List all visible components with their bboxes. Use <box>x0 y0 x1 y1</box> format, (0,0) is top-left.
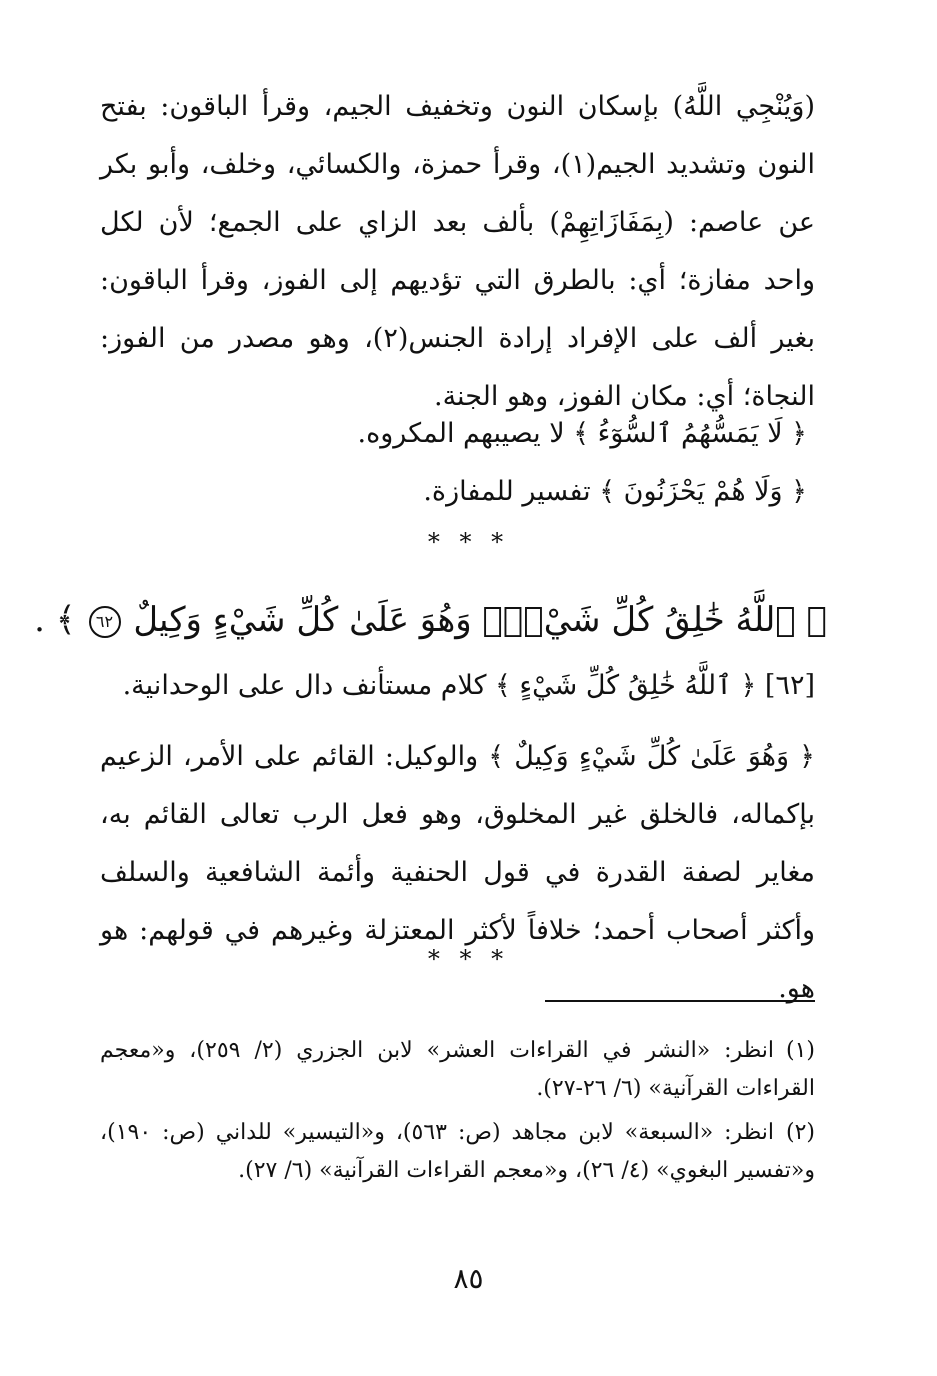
quran-gloss-line: ﴿ وَلَا هُمْ يَحْزَنُونَ ﴾ تفسير للمفازة. <box>423 476 807 507</box>
section-separator: * * * <box>427 945 510 973</box>
footnote <box>100 1032 815 1108</box>
commentary-paragraph: (وَيُنْجِي اللَّهُ) بإسكان النون وتخفيف الجيم، وقرأ الباقون: بفتح النون وتشديد الجيم(١)، وقرأ حمزة، والكسائي، وخلف، وأبو بكر عن عاصم: (بِمَفَازَاتِهِمْ) بألف بعد الزاي على الجمع؛ لأن لكل واحد مفازة؛ أي: بالطرق التي تؤديهم إلى الفوز، وقرأ الباقون: بغير ألف على الإفراد إرادة الجنس(٢)، وهو مصدر من الفوز: النجاة؛ أي: مكان الفوز، وهو الجنة. <box>100 91 816 412</box>
quran-gloss-line: ﴿ لَا يَمَسُّهُمُ ٱلسُّوٓءُ ﴾ لا يصيبهم المكروه. <box>357 418 807 449</box>
footnote-text: انظر: «النشر في القراءات العشر» لابن الجزري (٢/ ٢٥٩)، و«معجم القراءات القرآنية» (٦/ ٢٦-٢٧). <box>100 1038 815 1101</box>
quran-verse <box>34 590 827 650</box>
verse-text-end: ﴾ . <box>34 600 76 640</box>
footnote-text: انظر: «السبعة» لابن مجاهد (ص: ٥٦٣)، و«التيسير» للداني (ص: ١٩٠)، و«تفسير البغوي» (٤/ ٢٦)، و«معجم القراءات القرآنية» (٦/ ٢٧). <box>100 1120 815 1183</box>
verse-text: ﴿ ٱللَّهُ خَٰلِقُ كُلِّ شَيْءٍۖ وَهُوَ عَلَىٰ كُلِّ شَيْءٍ وَكِيلٌ <box>133 600 827 640</box>
page-number: ٨٥ <box>453 1262 484 1295</box>
verse-commentary-intro: [٦٢] ﴿ ٱللَّهُ خَٰلِقُ كُلِّ شَيْءٍ ﴾ كلام مستأنف دال على الوحدانية. <box>122 670 815 701</box>
section-separator: * * * <box>427 528 510 556</box>
footnote <box>100 1114 815 1190</box>
footnote-marker: (٢) <box>785 1120 815 1145</box>
footnote-marker: (١) <box>785 1038 815 1063</box>
verse-number-marker: ٦٢ <box>89 606 121 638</box>
footnote-divider <box>545 1000 815 1002</box>
commentary-paragraph: ﴿ وَهُوَ عَلَىٰ كُلِّ شَيْءٍ وَكِيلٌ ﴾ والوكيل: القائم على الأمر، الزعيم بإكماله، فالخلق غير المخلوق، وهو فعل الرب تعالى القائم به، مغاير لصفة القدرة في قول الحنفية وأئمة الشافعية والسلف وأكثر أصحاب أحمد؛ خلافاً لأكثر المعتزلة وغيرهم في قولهم: هو هو. <box>100 741 815 1004</box>
